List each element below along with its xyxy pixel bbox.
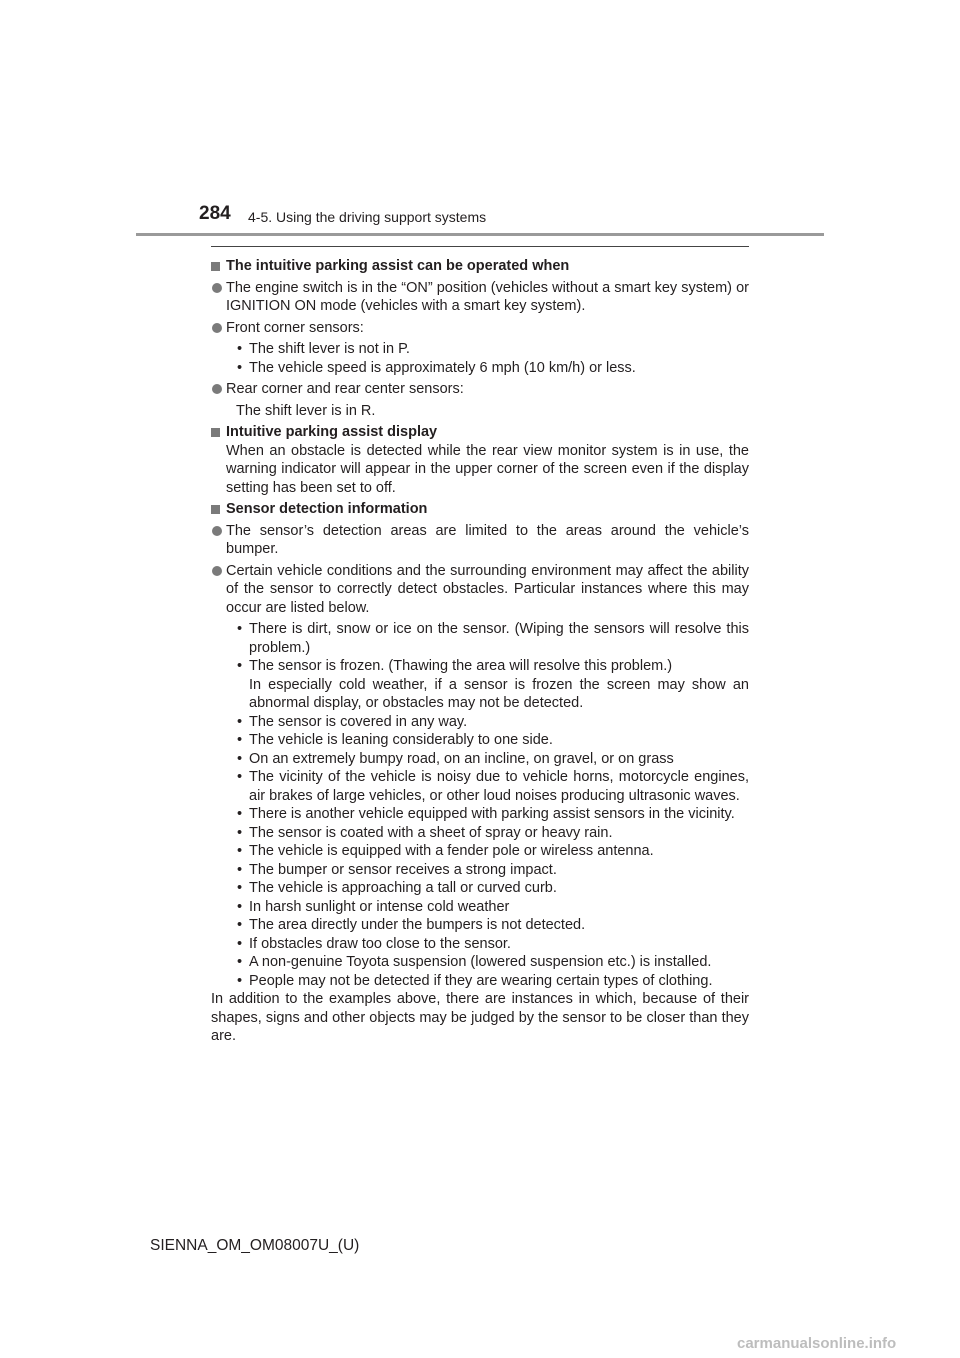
list-item: • The vehicle is equipped with a fender pole or wireless antenna. [237,842,749,861]
circle-bullet-icon [212,384,222,394]
bullet-item: Front corner sensors: [211,319,749,338]
list-item: • The bumper or sensor receives a strong impact. [237,861,749,880]
list-item: • The sensor is frozen. (Thawing the area will resolve this problem.) In especially cold weather, if a sensor is frozen the screen may show an abnormal display, or obstacles may not be detected. [237,657,749,713]
rear-sensor-condition: The shift lever is in R. [236,402,376,419]
section-heading [211,257,749,276]
watermark: carmanualsonline.info [737,1335,897,1352]
list-item: • There is another vehicle equipped with parking assist sensors in the vicinity. [237,805,749,824]
circle-bullet-icon [212,323,222,333]
bullet-item: Certain vehicle conditions and the surrounding environment may affect the ability of the sensor to correctly detect obstacles. Particular instances where this may occur are listed below. [211,562,749,618]
bullet-item: The engine switch is in the “ON” position (vehicles without a smart key system) or IGNITION ON mode (vehicles with a smart key system). [211,279,749,316]
list-item: • The sensor is coated with a sheet of spray or heavy rain. [237,824,749,843]
heading-text: Sensor detection information [226,501,428,517]
page-number: 284 [199,203,231,224]
circle-bullet-icon [212,566,222,576]
header-rule [136,233,824,236]
frozen-note: In especially cold weather, if a sensor is frozen the screen may show an abnormal display, or obstacles may not be detected. [249,676,749,711]
heading-text: The intuitive parking assist can be operated when [226,258,570,274]
list-item: • The shift lever is not in P. [237,340,749,359]
list-item: • The area directly under the bumpers is not detected. [237,916,749,935]
list-item: • A non-genuine Toyota suspension (lowered suspension etc.) is installed. [237,953,749,972]
heading-text: Intuitive parking assist display [226,424,438,440]
list-item: • The vicinity of the vehicle is noisy due to vehicle horns, motorcycle engines, air brakes of large vehicles, or other loud noises producing ultrasonic waves. [237,768,749,805]
section-title: 4-5. Using the driving support systems [248,209,487,225]
page-content [211,254,749,1046]
content-top-rule [211,246,749,247]
square-bullet-icon [211,505,220,514]
list-item: • On an extremely bumpy road, on an incline, on gravel, or on grass [237,750,749,769]
list-item: • The vehicle is leaning considerably to one side. [237,731,749,750]
detection-conditions-list [211,620,749,990]
circle-bullet-icon [212,283,222,293]
section-heading [211,500,749,519]
document-code: SIENNA_OM_OM08007U_(U) [150,1237,360,1254]
list-item: • If obstacles draw too close to the sensor. [237,935,749,954]
bullet-item: The sensor’s detection areas are limited to the areas around the vehicle’s bumper. [211,522,749,559]
circle-bullet-icon [212,526,222,536]
square-bullet-icon [211,262,220,271]
list-item: • The vehicle speed is approximately 6 mph (10 km/h) or less. [237,359,749,378]
list-item: • The vehicle is approaching a tall or curved curb. [237,879,749,898]
list-item: • The sensor is covered in any way. [237,713,749,732]
front-sensor-conditions [211,340,749,377]
bullet-item: Rear corner and rear center sensors: [211,380,749,399]
list-item: • People may not be detected if they are wearing certain types of clothing. [237,972,749,991]
square-bullet-icon [211,428,220,437]
list-item: • There is dirt, snow or ice on the sensor. (Wiping the sensors will resolve this problem.) [237,620,749,657]
closing-paragraph: In addition to the examples above, there are instances in which, because of their shapes, signs and other objects may be judged by the sensor to be closer than they are. [211,991,749,1044]
list-item: • In harsh sunlight or intense cold weather [237,898,749,917]
paragraph: When an obstacle is detected while the rear view monitor system is in use, the warning indicator will appear in the upper corner of the screen even if the display setting has been set to off. [226,442,749,496]
section-heading [211,423,749,442]
